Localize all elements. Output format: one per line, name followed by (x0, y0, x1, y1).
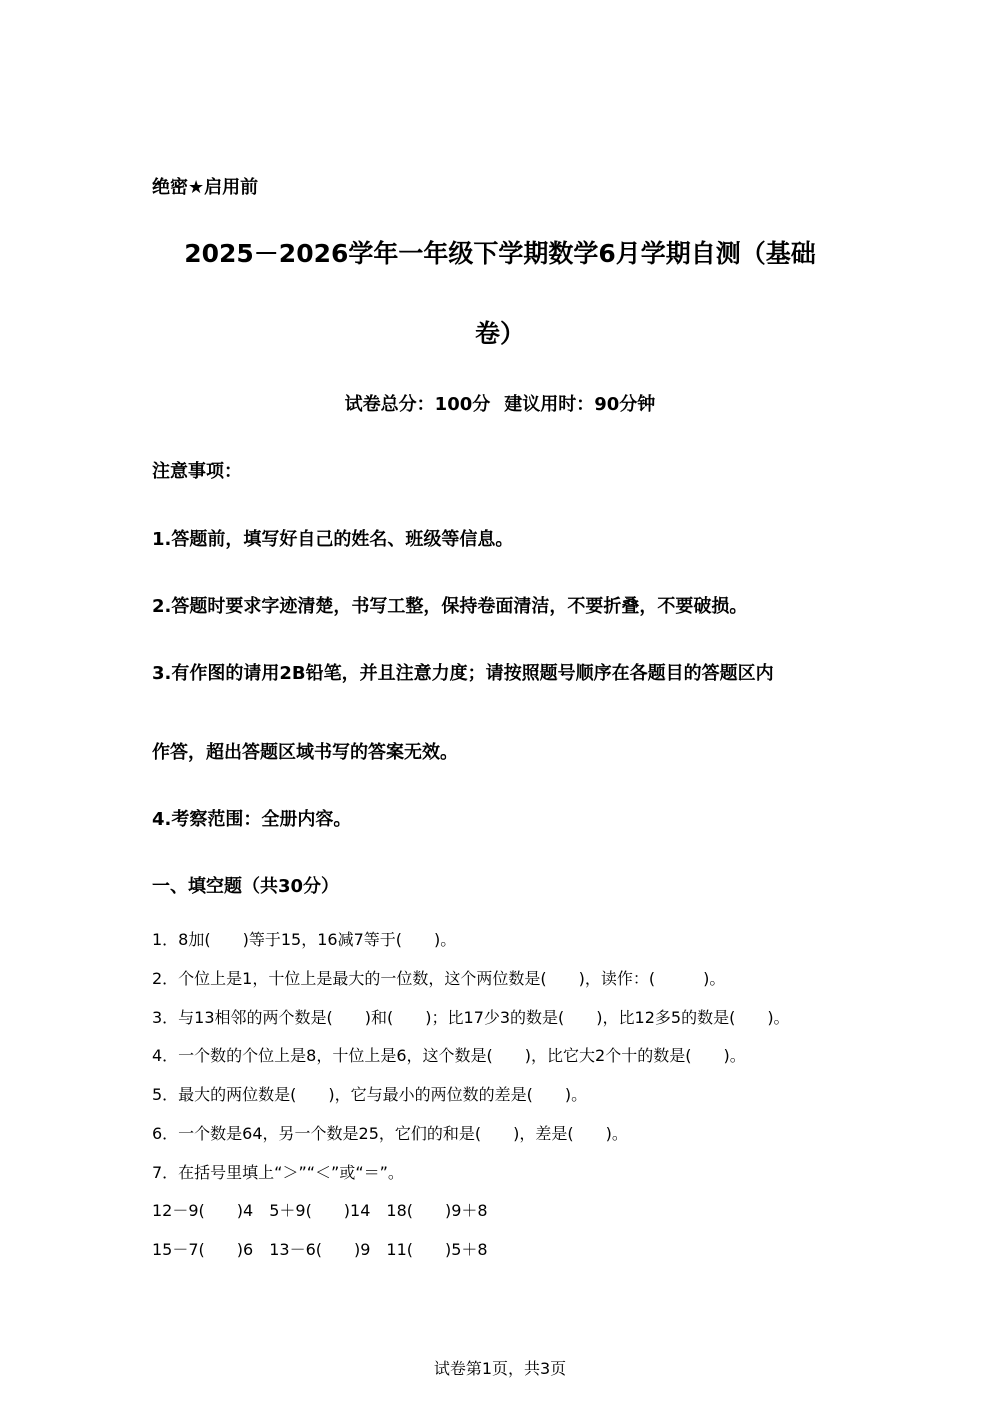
comparison-row-1: 12－9( )4 5＋9( )14 18( )9＋8 (152, 1201, 488, 1220)
question-5: 5．最大的两位数是( )，它与最小的两位数的差是( )。 (152, 1085, 588, 1104)
notice-item: 作答，超出答题区域书写的答案无效。 (152, 742, 458, 763)
suggested-time: 建议用时：90分钟 (504, 394, 656, 415)
total-score: 试卷总分：100分 (344, 394, 491, 415)
question-1: 1．8加( )等于15，16减7等于( )。 (152, 930, 457, 949)
section-heading: 一、填空题（共30分） (152, 876, 340, 897)
exam-info (0, 390, 1000, 416)
secret-label: 绝密★启用前 (152, 177, 259, 198)
exam-title-line2: 卷） (474, 319, 525, 348)
question-2: 2．个位上是1，十位上是最大的一位数，这个两位数是( )，读作：( )。 (152, 969, 726, 988)
comparison-row-2: 15－7( )6 13－6( )9 11( )5＋8 (152, 1240, 488, 1259)
page-footer: 试卷第1页，共3页 (433, 1359, 567, 1378)
notice-item: 3.有作图的请用2B铅笔，并且注意力度；请按照题号顺序在各题目的答题区内 (152, 663, 774, 684)
notices-heading: 注意事项： (152, 461, 242, 482)
question-3: 3．与13相邻的两个数是( )和( )；比17少3的数是( )，比12多5的数是( )。 (152, 1008, 790, 1027)
question-7: 7．在括号里填上“＞”“＜”或“＝”。 (152, 1163, 404, 1182)
exam-title-line1: 2025－2026学年一年级下学期数学6月学期自测（基础 (184, 239, 816, 268)
notice-item: 4.考察范围：全册内容。 (152, 809, 352, 830)
question-6: 6．一个数是64，另一个数是25，它们的和是( )，差是( )。 (152, 1124, 628, 1143)
notice-item: 1.答题前，填写好自己的姓名、班级等信息。 (152, 529, 514, 550)
question-4: 4．一个数的个位上是8，十位上是6，这个数是( )，比它大2个十的数是( )。 (152, 1046, 746, 1065)
notice-item: 2.答题时要求字迹清楚，书写工整，保持卷面清洁，不要折叠，不要破损。 (152, 596, 748, 617)
